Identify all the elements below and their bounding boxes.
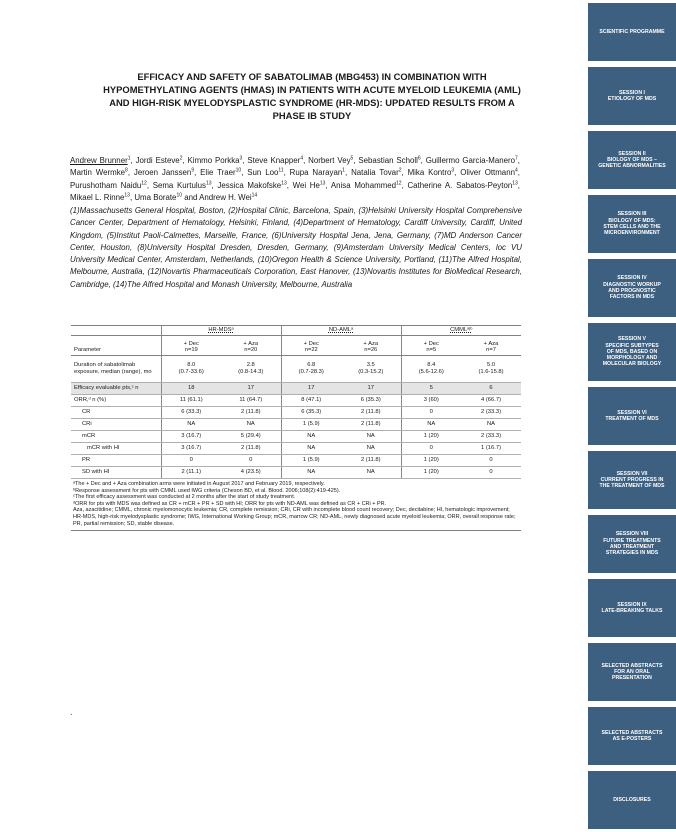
nav-link-5[interactable] [588,259,676,317]
author [134,193,182,202]
table-cell: 3 (16.7) [161,443,221,455]
author-name: Sun Loo [247,168,279,178]
table-cell: 11 (64.7) [221,395,281,407]
arm-n: n=7 [486,347,496,354]
table-cell: 17 [341,383,401,395]
nav-link-3[interactable] [588,131,676,189]
author [70,156,131,165]
results-table-container [71,325,521,531]
section-navigation [588,0,676,832]
table-cell: 3 (60) [401,395,461,407]
author-affiliation-number: 12 [396,179,402,186]
arm-label: + Aza [243,340,259,347]
arm-header [281,336,341,356]
table-cell: 2 (33.3) [461,431,521,443]
results-table [71,325,521,479]
author-name: Jordi Esteve [135,156,180,165]
nav-link-1[interactable] [588,3,676,61]
table-row [71,356,521,383]
author-affiliation-number: 13 [512,179,518,186]
table-cell: 0 [401,407,461,419]
parameter-header: Parameter [71,336,161,356]
author-name: Jeroen Janssen [133,168,192,178]
author-name: Catherine A. Sabatos-Peyton [407,180,513,190]
table-cell: NA [281,443,341,455]
nav-link-label: SELECTED ABSTRACTS AS E-POSTERS [601,729,663,742]
arm-n: n=20 [244,347,258,354]
table-cell: NA [341,443,401,455]
table-cell: 3 (16.7) [161,431,221,443]
table-row [71,455,521,467]
row-label: Duration of sabatolimab exposure, median (range), mo [71,356,161,383]
table-cell: 5 (29.4) [221,431,281,443]
table-cell: 2.8 (0.8-14.3) [221,356,281,383]
author [308,156,353,165]
arm-header [461,336,521,356]
author [70,181,147,190]
author-affiliation-number: 5 [350,155,354,162]
nav-link-8[interactable] [588,451,676,509]
table-cell: NA [341,431,401,443]
nav-link-label: SESSION II BIOLOGY OF MDS – GENETIC ABNORMALITIES [598,150,666,170]
group-header-hr-mds: HR-MDSᵃ [161,326,281,336]
article-title: EFFICACY AND SAFETY OF SABATOLIMAB (MBG453) IN COMBINATION WITH HYPOMETHYLATING AGENTS (HMAS) IN PATIENTS WITH ACUTE MYELOID LEUKEMIA (AML) AND HIGH-RISK MYELODYSPLASTIC SYNDROME (HR-MDS): UPDATED RESULTS FROM A PHASE IB STUDY [103,71,521,121]
author [217,181,286,190]
footnote: ᶜThe first efficacy assessment was conducted at 2 months after the start of study treatment. [73,494,296,501]
table-row [71,395,521,407]
author-affiliation-number: 4 [514,167,518,174]
author-affiliation-number: 10 [176,192,183,199]
arm-label: + Aza [483,340,499,347]
author-name: Natalia Tovar [351,168,399,178]
table-cell: 11 (61.1) [161,395,221,407]
table-cell: 2 (11.1) [161,467,221,479]
arm-header [401,336,461,356]
table-cell: 2 (11.8) [341,419,401,431]
author-affiliation-number: 2 [179,155,183,162]
nav-link-10[interactable] [588,579,676,637]
nav-link-12[interactable] [588,707,676,765]
row-label: ORR,ᵈ n (%) [71,395,161,407]
author [293,181,326,190]
author-name: Andrew Brunner [70,156,128,165]
author-name: Andrew H. Wei [199,192,252,202]
author-name: Mikael L. Rinne [70,192,125,202]
nav-link-label: SESSION IV DIAGNOSTIC WORKUP AND PROGNOSTIC FACTORS IN MDS [603,275,661,301]
nav-link-9[interactable] [588,515,676,573]
author [70,168,128,177]
table-cell: 3.5 (0.3-15.2) [341,356,401,383]
table-footnotes [71,479,521,531]
table-cell: 2 (11.8) [221,443,281,455]
table-cell: 8 (47.1) [281,395,341,407]
author [70,193,130,202]
footnote: ᵈORR for pts with MDS was defined as CR + mCR + PR + SD with HI; ORR for pts with ND-AML was defined as CR + CRi + PR. [73,500,387,507]
author-affiliation-number: 11 [278,167,284,174]
author [153,181,212,190]
table-cell: 0 [221,455,281,467]
table-cell: 1 (5.9) [281,455,341,467]
author-name: Norbert Vey [308,156,351,165]
table-cell: 6.8 (0.7-28.3) [281,356,341,383]
author-affiliation-number: 13 [124,192,130,199]
author-affiliation-number: 6 [417,155,421,162]
table-cell: 2 (33.3) [461,407,521,419]
table-cell: 8.0 (0.7-33.6) [161,356,221,383]
author-name: Rupa Narayan [289,168,343,178]
author-affiliation-number: 13 [281,179,287,186]
author-name: Elie Traer [200,168,236,178]
arm-label: + Dec [183,340,199,347]
author-name: Mika Kontro [407,168,452,178]
table-cell: 5 [401,383,461,395]
affiliations: (1)Massachusetts General Hospital, Boston, (2)Hospital Clinic, Barcelona, Spain, (3)Helsinki University Hospital Comprehensive Cancer Center, Department of Hematology, Helsinki, Finland, (4)Department of Hematology, Cardiff University, Cardiff, United Kingdom, (5)Institut Paoli-Calmettes, Marseille, France, (6)University Hospital Jena, Jena, Germany, (7)MD Anderson Cancer Center, Houston, (8)University Hospital Dresden, Dresden, Germany, (9)Amsterdam University Medical Centers, loc VU University Medical Center, Amsterdam, Netherlands, (10)Oregon Health & Science University, Portland, (11)The Alfred Hospital, Melbourne, Australia, (12)Novartis Pharmaceuticals Corporation, East Hanover, (13)Novartis Institutes for BioMedical Research, Cambridge, (14)The Alfred Hospital and Monash University, Melbourne, Australia [70,206,522,289]
author-affiliation-number: 13 [319,179,326,186]
table-cell: 1 (20) [401,467,461,479]
row-label: mCR with HI [71,443,161,455]
table-row [71,383,521,395]
author-name: Wei He [292,180,320,190]
author-name: Martin Wermke [70,168,126,178]
row-label: mCR [71,431,161,443]
row-label: PR [71,455,161,467]
author-affiliation-number: 8 [125,167,128,174]
group-header-nd-aml: ND-AMLᵃ [281,326,401,336]
author [460,168,518,177]
arm-n: n=19 [184,347,198,354]
author-name: Guillermo Garcia-Manero [425,156,516,165]
author-name: Kimmo Porkka [187,156,240,165]
author [200,168,241,177]
nav-link-label: SESSION VI TREATMENT OF MDS [605,409,659,422]
table-cell: 2 (11.8) [341,455,401,467]
table-cell: 1 (5.9) [281,419,341,431]
row-label: CRi [71,419,161,431]
table-cell: 0 [461,467,521,479]
author [290,168,345,177]
table-cell: NA [401,419,461,431]
table-row [71,431,521,443]
table-cell: 8.4 (5.6-12.6) [401,356,461,383]
arm-header [221,336,281,356]
table-cell: NA [221,419,281,431]
table-row [71,407,521,419]
arm-label: + Dec [303,340,319,347]
table-corner [71,326,161,336]
author [247,156,303,165]
author [136,156,183,165]
table-cell: NA [461,419,521,431]
arm-header [161,336,221,356]
arm-label: + Dec [423,340,439,347]
nav-link-4[interactable] [588,195,676,253]
table-cell: 1 (20) [401,455,461,467]
author-name: Steve Knapper [247,156,301,165]
author [426,156,518,165]
footnote: ᵃThe + Dec and + Aza combination arms were initiated in August 2017 and February 2019, respectively. [73,481,325,487]
table-cell: 2 (11.8) [221,407,281,419]
table-cell: NA [161,419,221,431]
nav-link-2[interactable] [588,67,676,125]
nav-link-11[interactable] [588,643,676,701]
table-cell: 0 [461,455,521,467]
table-cell: 0 [161,455,221,467]
table-cell: 6 [461,383,521,395]
arm-n: n=26 [364,347,378,354]
author [351,168,401,177]
row-label: CR [71,407,161,419]
author-affiliation-number: 7 [515,155,518,162]
author [407,181,517,190]
nav-link-label: SESSION VII CURRENT PROGRESS IN THE TREATMENT OF MDS [599,470,665,490]
table-cell: 1 (16.7) [461,443,521,455]
table-cell: 1 (20) [401,431,461,443]
author-affiliation-number: 3 [239,155,243,162]
table-cell: 6 (33.3) [161,407,221,419]
author [247,168,283,177]
nav-link-label: SESSION VIII FUTURE TREATMENTS AND TREATMENT STRATEGIES IN MDS [603,531,661,557]
nav-link-6[interactable] [588,323,676,381]
author-affiliation-number: 4 [300,155,304,162]
author-affiliation-number: 13 [205,179,212,186]
author [199,193,257,202]
table-cell: 4 (66.7) [461,395,521,407]
author-affiliation-number: 14 [251,192,258,199]
row-label: SD with HI [71,467,161,479]
author-affiliation-number: 9 [191,167,195,174]
author [331,181,402,190]
table-cell: NA [281,467,341,479]
nav-link-label: DISCLOSURES [613,796,651,803]
table-row [71,467,521,479]
author [188,156,243,165]
group-header-cmml: CMMLᵃʲᵇ [401,326,521,336]
table-row [71,419,521,431]
table-cell: 6 (35.3) [281,407,341,419]
author-affiliation-number: 12 [141,179,147,186]
nav-link-13[interactable] [588,771,676,829]
author-affiliation-number: 1 [127,155,131,162]
author-name: Purushotham Naidu [70,180,142,190]
table-cell: 0 [401,443,461,455]
nav-link-label: SESSION IX LATE-BREAKING TALKS [601,601,663,614]
table-cell: 18 [161,383,221,395]
author-name: Uma Borate [134,192,177,202]
author-name: Sebastian Scholl [358,156,418,165]
table-cell: 2 (11.8) [341,407,401,419]
nav-link-label: SESSION V SPECIFIC SUBTYPES OF MDS, BASED ON MORPHOLOGY AND MOLECULAR BIOLOGY [602,336,662,368]
table-cell: 5.0 (1.6-15.8) [461,356,521,383]
table-row [71,443,521,455]
table-cell: NA [281,431,341,443]
table-cell: NA [341,467,401,479]
footnote: ᵇResponse assessment for pts with CMML used IWG criteria (Cheson BD, et al. Blood. 2006;108(2):419-425). [73,487,341,494]
author-affiliation-number: 1 [342,167,346,174]
table-cell: 6 (35.3) [341,395,401,407]
nav-link-label: SESSION I ETIOLOGY OF MDS [607,89,657,102]
arm-n: n=22 [304,347,318,354]
arm-n: n=5 [426,347,437,354]
arm-label: + Aza [363,340,379,347]
author-name: Jessica Makofske [217,180,282,190]
author-affiliation-number: 2 [398,167,402,174]
author-name: Oliver Ottmann [460,168,515,178]
author-list: Andrew Brunner$^1$, Jordi Esteve$^2$, Kimmo Porkka$^3$, Steve Knapper$^4$, Norbert Vey$^5$, Sebastian Scholl$^6$, Guillermo Garcia-Manero$^7$, Martin Wermke$^8$, Jeroen Janssen$^9$, Elie Traer$^{10}$, Sun Loo$^{11}$, Rupa Narayan$^1$, Natalia Tovar$^2$, Mika Kontro$^3$, Oliver Ottmann$^4$, Purushotham Naidu$^{12}$, Sema Kurtulus$^{13}$, Jessica Makofske$^{13}$, Wei He$^{13}$, Anisa Mohammed$^{12}$, Catherine A. Sabatos-Peyton$^{13}$, Mikael L. Rinne$^{13}$, Uma Borate$^{10}$ and Andrew H. Wei$^{14}$ [70,155,520,202]
table-cell: 17 [221,383,281,395]
table-cell: 17 [281,383,341,395]
nav-link-label: SCIENTIFIC PROGRAMME [599,28,665,35]
author-affiliation-number: 3 [451,167,455,174]
author-name: Anisa Mohammed [330,180,396,190]
author-affiliation-number: 10 [235,167,242,174]
nav-link-label: SELECTED ABSTRACTS FOR AN ORAL PRESENTATION [601,662,663,682]
footnote: Aza, azacitidine; CMML, chronic myelomonocytic leukemia; CR, complete remission; CRi, CR with incomplete blood count recovery; Dec, decitabine; HI, hematologic improvement; HR-MDS, high-risk myelodysplastic syndrome; IWG, International Working Group; mCR, marrow CR; ND-AML, newly diagnosed acute myeloid leukemia; ORR, overall response rate; PR, partial remission; SD, stable disease. [73,507,516,527]
author-name: Sema Kurtulus [152,180,206,190]
author [408,168,455,177]
stray-mark: ` [70,713,73,722]
nav-link-7[interactable] [588,387,676,445]
row-label: Efficacy evaluable pts,ᶜ n [71,383,161,395]
author [134,168,194,177]
arm-header [341,336,401,356]
nav-link-label: SESSION III BIOLOGY OF MDS: STEM CELLS AND THE MICROENVIRONMENT [603,211,661,237]
author [358,156,420,165]
table-cell: 4 (23.5) [221,467,281,479]
